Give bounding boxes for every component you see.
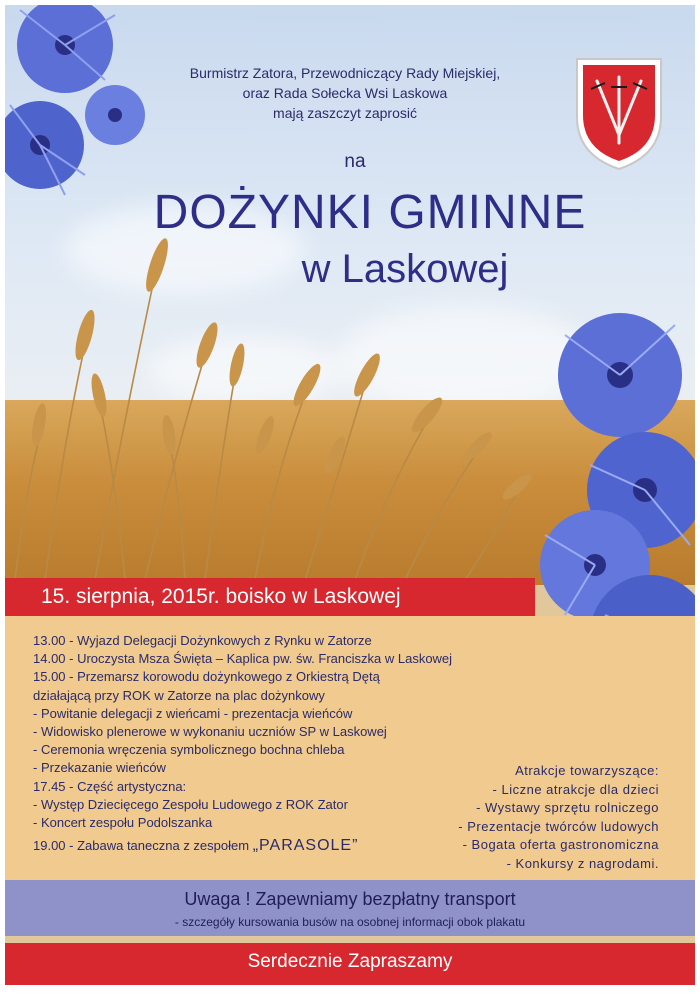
transport-subtitle: - szczegóły kursowania busów na osobnej informacji obok plakatu — [174, 915, 526, 929]
transport-title: Uwaga ! Zapewniamy bezpłatny transport — [184, 889, 516, 909]
organizers-line-2: oraz Rada Sołecka Wsi Laskowa — [242, 85, 448, 101]
program-item: - Powitanie delegacji z wieńcami - prezentacja wieńców — [33, 705, 353, 721]
attraction-item: - Wystawy sprzętu rolniczego — [476, 800, 659, 816]
organizers-line-3: mają zaszczyt zaprosić — [273, 105, 417, 121]
band-name: „PARASOLE” — [252, 837, 359, 855]
program-item: 15.00 - Przemarsz korowodu dożynkowego z Orkiestrą Dętą — [33, 669, 380, 685]
page-title: DOŻYNKI GMINNE — [153, 186, 587, 239]
poster — [5, 5, 695, 985]
program-item: - Koncert zespołu Podolszanka — [33, 815, 213, 831]
attraction-item: - Prezentacje twórców ludowych — [458, 818, 659, 834]
program-item: - Przekazanie wieńców — [33, 760, 166, 776]
program-item-dance-label: 19.00 - Zabawa taneczna z zespołem — [33, 838, 250, 854]
attractions-title: Atrakcje towarzyszące: — [515, 763, 659, 778]
date-place-text: 15. sierpnia, 2015r. boisko w Laskowej — [41, 585, 401, 608]
coat-of-arms-icon — [573, 55, 665, 173]
organizers-line-1: Burmistrz Zatora, Przewodniczący Rady Miejskiej, — [189, 65, 501, 81]
closing-text: Serdecznie Zapraszamy — [247, 951, 453, 972]
program-list — [33, 632, 452, 855]
program-item: - Widowisko plenerowe w wykonaniu uczniów SP w Laskowej — [33, 724, 387, 740]
program-item: 14.00 - Uroczysta Msza Święta – Kaplica pw. św. Franciszka w Laskowej — [33, 651, 453, 667]
attraction-item: - Liczne atrakcje dla dzieci — [492, 781, 659, 797]
attraction-item: - Bogata oferta gastronomiczna — [462, 837, 659, 853]
organizers-text — [155, 63, 535, 123]
program-item: - Ceremonia wręczenia symbolicznego bochna chleba — [33, 742, 345, 758]
program-item-dance — [33, 837, 452, 855]
title-na: na — [344, 151, 366, 172]
program-item: - Występ Dziecięcego Zespołu Ludowego z ROK Zator — [33, 796, 348, 812]
program-item: 13.00 - Wyjazd Delegacji Dożynkowych z Rynku w Zatorze — [33, 633, 372, 648]
program-item: działającą przy ROK w Zatorze na plac dożynkowy — [33, 687, 325, 703]
program-item: 17.45 - Część artystyczna: — [33, 778, 187, 794]
attractions-list — [458, 762, 659, 874]
page-subtitle: w Laskowej — [301, 247, 509, 291]
attraction-item: - Konkursy z nagrodami. — [506, 855, 659, 871]
